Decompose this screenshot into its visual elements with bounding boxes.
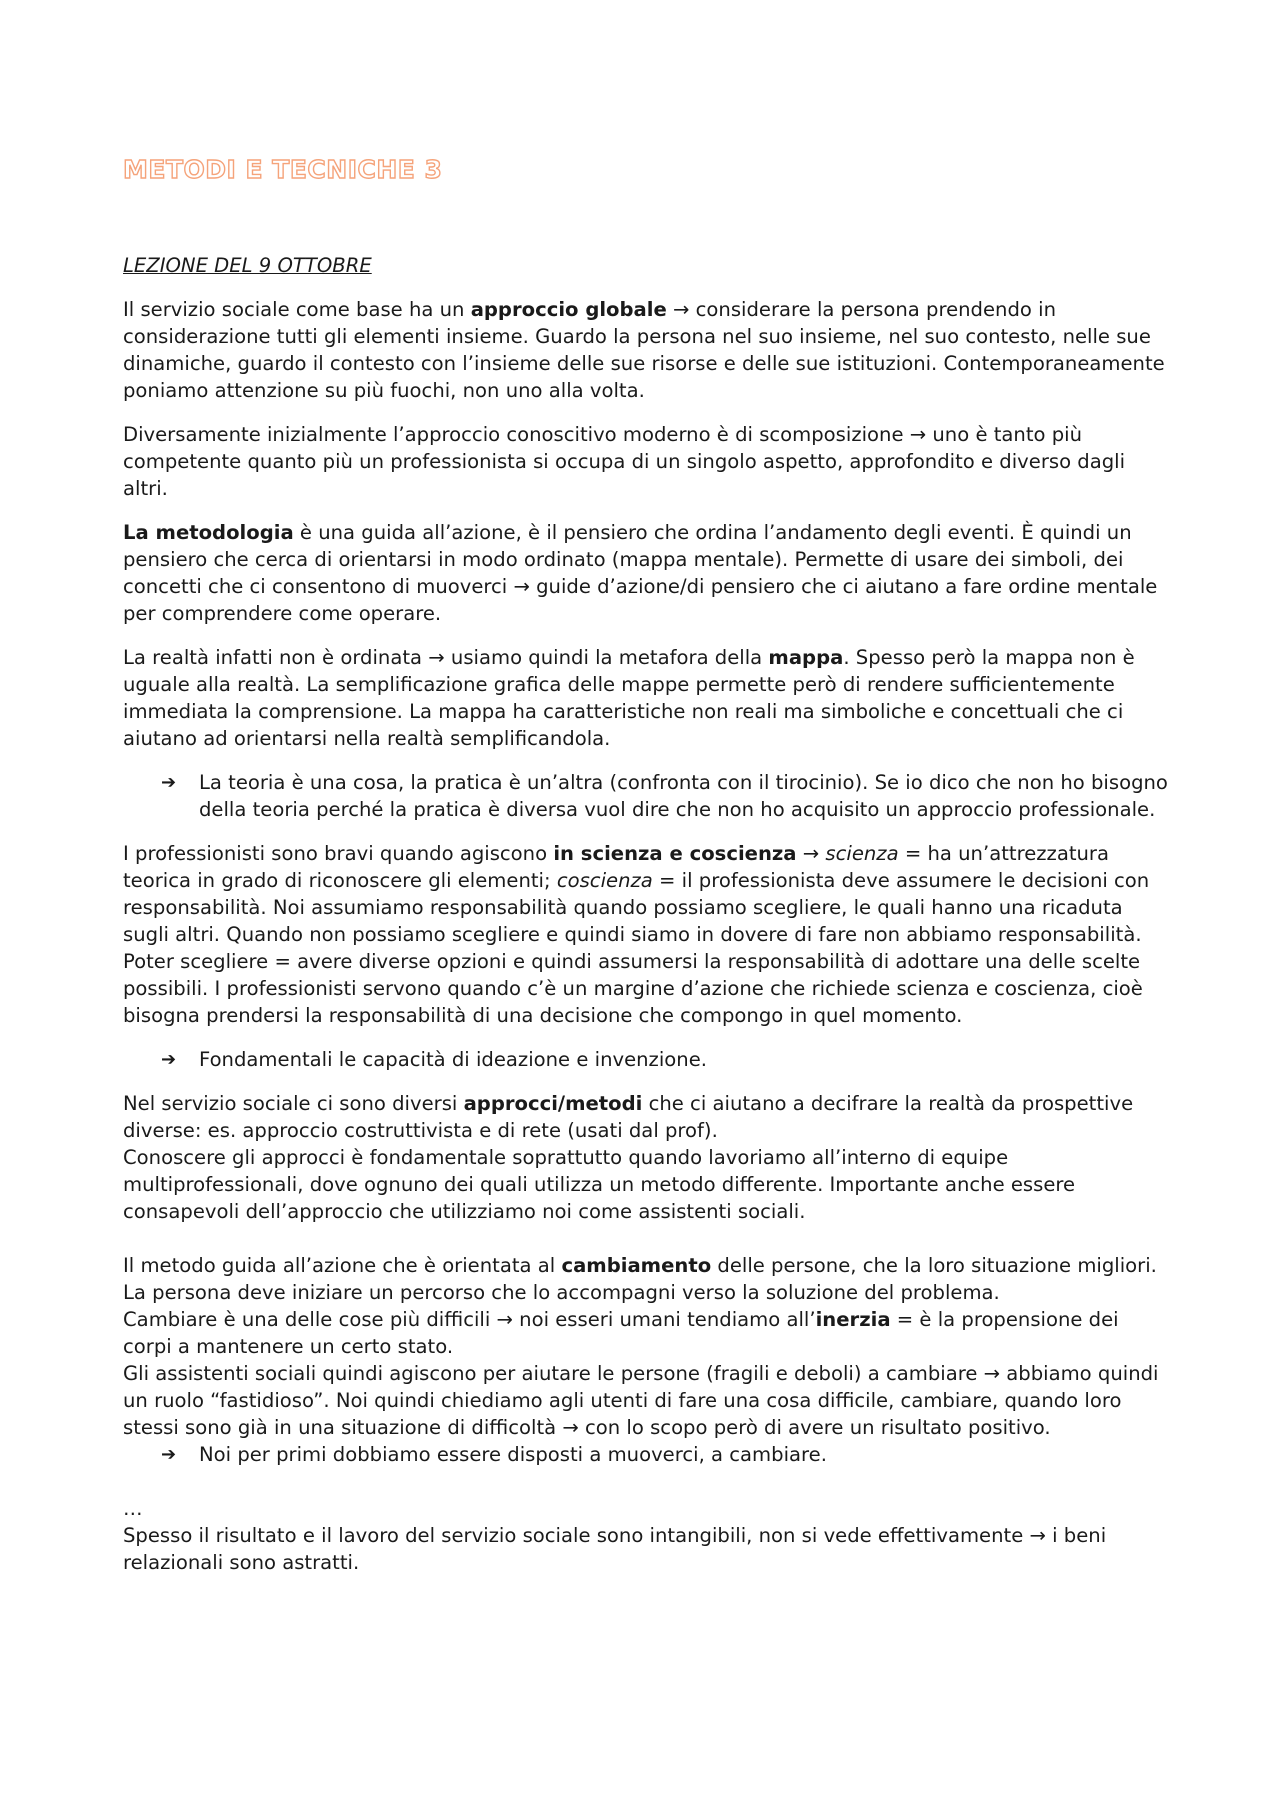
lesson-heading: LEZIONE DEL 9 OTTOBRE	[123, 254, 372, 277]
paragraph-approccio-globale: Il servizio sociale come base ha un approccio globale → considerare la persona prendendo in considerazione tutti gli elementi insieme. Guardo la persona nel suo insieme, nel suo contesto, nelle sue dinamiche, guardo il contesto con l’insieme delle sue risorse e delle sue istituzioni. Contemporaneamente poniamo attenzione su più fuochi, non uno alla volta.	[123, 298, 1165, 402]
blank-line	[123, 1225, 1173, 1252]
paragraph-inerzia: Cambiare è una delle cose più difficili → noi esseri umani tendiamo all’inerzia = è la propensione dei corpi a mantenere un certo stato.	[123, 1308, 1119, 1358]
bullet-muoverci: ➔ Noi per primi dobbiamo essere disposti a muoverci, a cambiare.	[161, 1443, 827, 1466]
bullet-teoria-pratica: ➔ La teoria è una cosa, la pratica è un’altra (confronta con il tirocinio). Se io dico che non ho bisogno della teoria perché la pratica è diversa vuol dire che non ho acquisito un approccio professionale.	[161, 771, 1168, 821]
ellipsis-line: …	[123, 1497, 143, 1520]
paragraph-ruolo-fastidioso: Gli assistenti sociali quindi agiscono per aiutare le persone (fragili e deboli) a cambiare → abbiamo quindi un ruolo “fastidioso”. Noi quindi chiediamo agli utenti di fare una cosa difficile, cambiare, quando loro stessi sono già in una situazione di difficoltà → con lo scopo però di avere un risultato positivo.	[123, 1362, 1159, 1439]
paragraph-equipe: Conoscere gli approcci è fondamentale soprattutto quando lavoriamo all’interno di equipe multiprofessionali, dove ognuno dei quali utilizza un metodo differente. Importante anche essere consapevoli dell’approccio che utilizziamo noi come assistenti sociali.	[123, 1146, 1076, 1223]
arrow-bullet-icon: ➔	[161, 1049, 177, 1070]
bullet-ideazione: ➔ Fondamentali le capacità di ideazione e invenzione.	[161, 1048, 707, 1071]
paragraph-scomposizione: Diversamente inizialmente l’approccio conoscitivo moderno è di scomposizione → uno è tanto più competente quanto più un professionista si occupa di un singolo aspetto, approfondito e diverso dagli altri.	[123, 423, 1126, 500]
document-page	[123, 150, 1173, 1576]
paragraph-approcci-metodi: Nel servizio sociale ci sono diversi approcci/metodi che ci aiutano a decifrare la realtà da prospettive diverse: es. approccio costruttivista e di rete (usati dal prof).	[123, 1092, 1134, 1142]
arrow-bullet-icon: ➔	[161, 1444, 177, 1465]
paragraph-cambiamento: Il metodo guida all’azione che è orientata al cambiamento delle persone, che la loro situazione migliori. La persona deve iniziare un percorso che lo accompagni verso la soluzione del problema.	[123, 1254, 1157, 1304]
blank-line	[123, 1468, 1173, 1495]
paragraph-scienza-coscienza: I professionisti sono bravi quando agiscono in scienza e coscienza → scienza = ha un’attrezzatura teorica in grado di riconoscere gli elementi; coscienza = il professionista deve assumere le decisioni con responsabilità. Noi assumiamo responsabilità quando possiamo scegliere, le quali hanno una ricaduta sugli altri. Quando non possiamo scegliere e quindi siamo in dovere di fare non abbiamo responsabilità. Poter scegliere = avere diverse opzioni e quindi assumersi la responsabilità di adottare una delle scelte possibili. I professionisti servono quando c’è un margine d’azione che richiede scienza e coscienza, cioè bisogna prendersi la responsabilità di una decisione che compongo in quel momento.	[123, 842, 1150, 1027]
document-title: METODI E TECNICHE 3	[123, 155, 443, 184]
arrow-bullet-icon: ➔	[161, 772, 177, 793]
paragraph-intangibili: Spesso il risultato e il lavoro del servizio sociale sono intangibili, non si vede effettivamente → i beni relazionali sono astratti.	[123, 1524, 1107, 1574]
paragraph-mappa: La realtà infatti non è ordinata → usiamo quindi la metafora della mappa. Spesso però la mappa non è uguale alla realtà. La semplificazione grafica delle mappe permette però di rendere sufficientemente immediata la comprensione. La mappa ha caratteristiche non reali ma simboliche e concettuali che ci aiutano ad orientarsi nella realtà semplificandola.	[123, 646, 1135, 750]
paragraph-metodologia: La metodologia è una guida all’azione, è il pensiero che ordina l’andamento degli eventi. È quindi un pensiero che cerca di orientarsi in modo ordinato (mappa mentale). Permette di usare dei simboli, dei concetti che ci consentono di muoverci → guide d’azione/di pensiero che ci aiutano a fare ordine mentale per comprendere come operare.	[123, 521, 1158, 625]
